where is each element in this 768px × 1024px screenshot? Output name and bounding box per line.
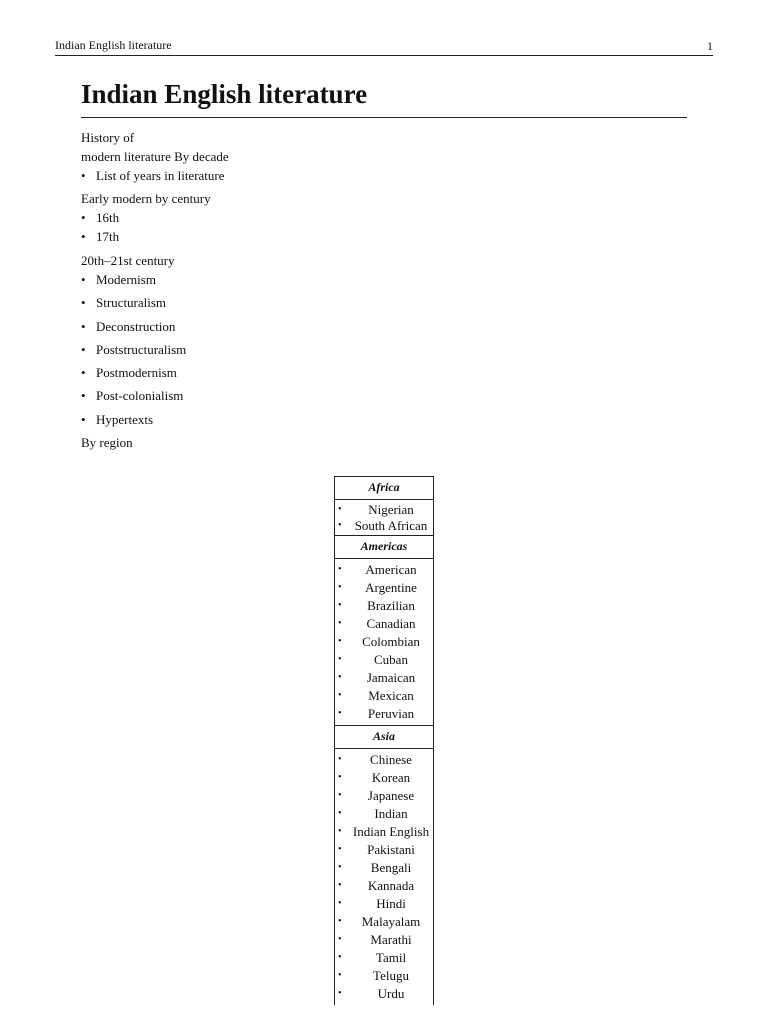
intro-line-1: History of [81, 130, 135, 145]
link-malayalam[interactable]: Malayalam [361, 914, 421, 929]
by-decade-list [81, 166, 687, 185]
list-item[interactable] [335, 597, 433, 615]
link-cuban[interactable]: Cuban [374, 652, 408, 667]
list-item[interactable] [81, 293, 687, 312]
list-item[interactable] [335, 985, 433, 1003]
link-tamil[interactable]: Tamil [375, 950, 407, 965]
bullet-icon: • [338, 618, 342, 629]
bullet-icon: • [338, 504, 342, 515]
link-structuralism[interactable]: Structuralism [96, 295, 167, 311]
bullet-icon: • [338, 826, 342, 837]
list-item[interactable] [81, 386, 687, 405]
link-indian[interactable]: Indian [374, 806, 408, 821]
link-post-colonialism[interactable]: Post-colonialism [96, 388, 184, 404]
list-item[interactable] [335, 769, 433, 787]
list-item[interactable] [81, 227, 687, 246]
list-item[interactable] [335, 895, 433, 913]
bullet-icon: • [338, 690, 342, 701]
link-mexican[interactable]: Mexican [368, 688, 414, 703]
bullet-icon: • [338, 519, 342, 531]
link-modernism[interactable]: Modernism [96, 272, 156, 287]
bullet-icon: • [338, 880, 342, 891]
bullet-icon: • [338, 672, 342, 683]
link-colombian[interactable]: Colombian [362, 634, 420, 649]
link-marathi[interactable]: Marathi [370, 932, 412, 947]
list-item[interactable] [335, 787, 433, 805]
bullet-icon: • [338, 970, 342, 981]
link-jamaican[interactable]: Jamaican [366, 670, 416, 685]
list-item[interactable] [335, 687, 433, 705]
link-canadian[interactable]: Canadian [366, 616, 416, 631]
bullet-icon: • [338, 934, 342, 945]
early-modern-list [81, 208, 687, 246]
bullet-icon: • [338, 582, 342, 593]
article-body [81, 78, 687, 452]
list-item[interactable] [81, 270, 687, 289]
list-item[interactable] [81, 208, 687, 227]
list-item[interactable] [335, 805, 433, 823]
bullet-icon: • [338, 808, 342, 819]
list-item[interactable] [335, 705, 433, 723]
list-item[interactable] [335, 518, 433, 534]
list-item[interactable] [335, 579, 433, 597]
bullet-icon: • [338, 790, 342, 801]
link-poststructuralism[interactable]: Poststructuralism [96, 341, 187, 357]
bullet-icon: • [338, 654, 342, 665]
bullet-icon: • [338, 636, 342, 647]
list-item[interactable] [335, 931, 433, 949]
region-navbox [334, 476, 434, 1005]
link-korean[interactable]: Korean [371, 770, 411, 785]
modern-label: 20th–21st century [81, 253, 175, 268]
link-japanese[interactable]: Japanese [367, 788, 415, 803]
link-deconstruction[interactable]: Deconstruction [96, 318, 176, 334]
early-modern-label: Early modern by century [81, 191, 211, 206]
list-item[interactable] [81, 340, 687, 359]
list-item[interactable] [335, 877, 433, 895]
region-heading-americas: Americas [335, 535, 433, 559]
list-item[interactable] [81, 363, 687, 382]
bullet-icon: • [338, 952, 342, 963]
link-postmodernism[interactable]: Postmodernism [96, 365, 177, 381]
link-hindi[interactable]: Hindi [376, 896, 406, 911]
list-item[interactable] [335, 751, 433, 769]
list-item[interactable] [335, 615, 433, 633]
bullet-icon: • [338, 916, 342, 927]
link-argentine[interactable]: Argentine [365, 580, 417, 595]
region-list-americas [335, 559, 433, 725]
list-item[interactable] [81, 317, 687, 336]
bullet-icon: • [338, 564, 342, 575]
bullet-icon: • [338, 988, 342, 999]
link-16th[interactable]: 16th [96, 210, 120, 225]
bullet-icon: • [338, 844, 342, 855]
list-item[interactable] [335, 967, 433, 985]
region-heading-asia: Asia [335, 725, 433, 749]
link-pakistani[interactable]: Pakistani [367, 842, 415, 857]
link-urdu[interactable]: Urdu [377, 986, 405, 1001]
page-number: 1 [707, 39, 713, 53]
link-list-of-years[interactable]: List of years in literature [96, 168, 225, 183]
link-nigerian[interactable]: Nigerian [368, 502, 414, 517]
region-heading-africa: Africa [335, 477, 433, 500]
link-american[interactable]: American [365, 562, 417, 577]
list-item[interactable] [335, 913, 433, 931]
bullet-icon: • [338, 708, 342, 719]
link-brazilian[interactable]: Brazilian [367, 598, 415, 613]
list-item[interactable] [335, 561, 433, 579]
list-item[interactable] [335, 651, 433, 669]
list-item[interactable] [335, 841, 433, 859]
list-item[interactable] [335, 859, 433, 877]
by-region-label: By region [81, 435, 133, 451]
region-list-asia [335, 749, 433, 1005]
list-item[interactable] [81, 166, 687, 185]
list-item[interactable] [335, 823, 433, 841]
bullet-icon: • [338, 772, 342, 783]
running-header [55, 38, 713, 56]
page-title: Indian English literature [81, 78, 687, 118]
link-chinese[interactable]: Chinese [370, 752, 412, 767]
bullet-icon: • [338, 754, 342, 765]
bullet-icon: • [338, 600, 342, 611]
list-item[interactable] [335, 669, 433, 687]
list-item[interactable] [335, 633, 433, 651]
link-hypertexts[interactable]: Hypertexts [96, 411, 154, 427]
running-header-title: Indian English literature [55, 38, 172, 52]
modern-list [81, 270, 687, 429]
list-item[interactable] [81, 410, 687, 429]
bullet-icon: • [338, 862, 342, 873]
link-telugu[interactable]: Telugu [373, 968, 409, 983]
link-17th[interactable]: 17th [96, 229, 120, 244]
region-list-africa [335, 500, 433, 535]
link-indian-english[interactable]: Indian English [352, 824, 430, 839]
list-item[interactable] [335, 502, 433, 518]
link-bengali[interactable]: Bengali [370, 860, 412, 875]
link-peruvian[interactable]: Peruvian [367, 706, 415, 721]
link-south-african[interactable]: South African [354, 517, 428, 533]
list-item[interactable] [335, 949, 433, 967]
bullet-icon: • [338, 898, 342, 909]
link-kannada[interactable]: Kannada [367, 878, 415, 893]
intro-line-2: modern literature By decade [81, 149, 229, 164]
